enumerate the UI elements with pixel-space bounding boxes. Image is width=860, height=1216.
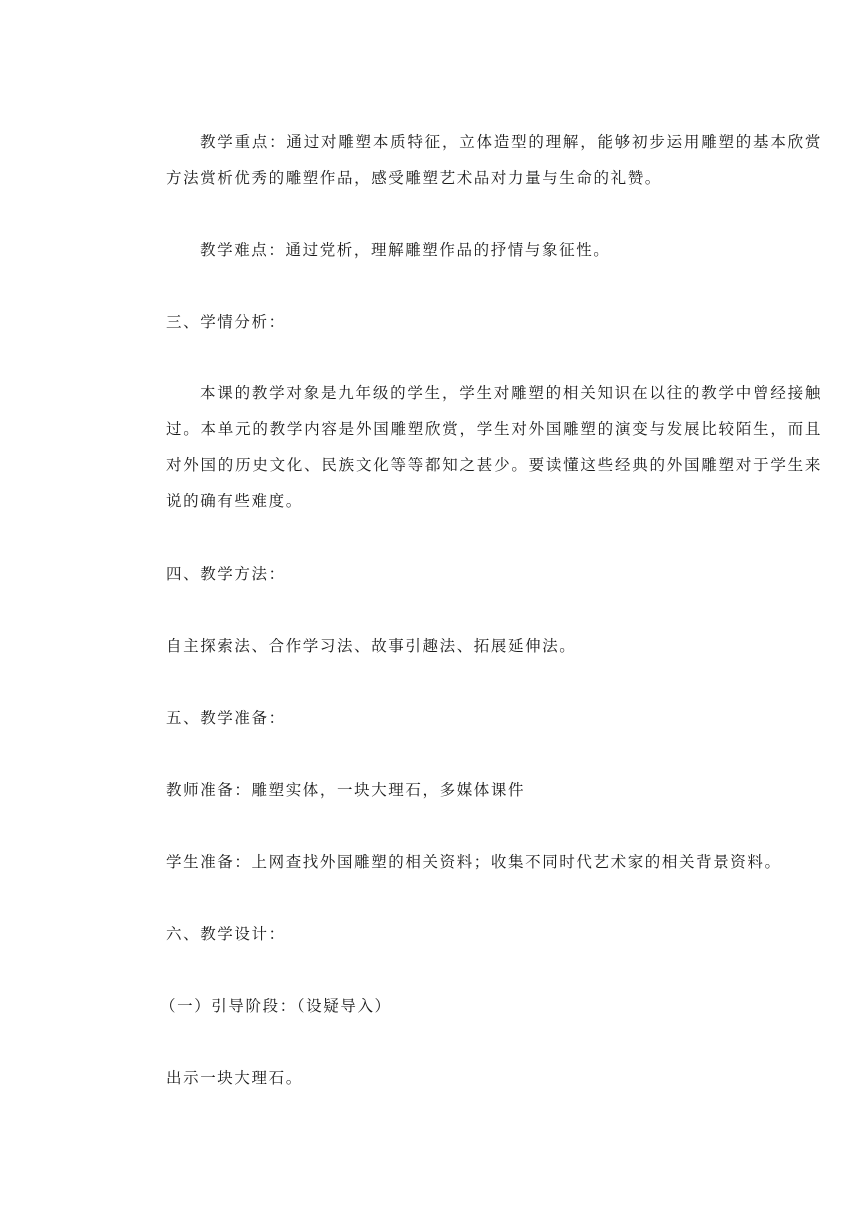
stage-heading-introduction: （一）引导阶段：（设疑导入） — [160, 997, 392, 1015]
section-heading-learning-analysis: 三、学情分析： — [166, 313, 286, 331]
student-preparation-paragraph: 学生准备：上网查找外国雕塑的相关资料；收集不同时代艺术家的相关背景资料。 — [166, 853, 782, 871]
difficulty-paragraph: 教学难点：通过党析，理解雕塑作品的抒情与象征性。 — [200, 241, 611, 259]
teacher-preparation-paragraph: 教师准备：雕塑实体，一块大理石，多媒体课件 — [166, 781, 526, 799]
key-points-paragraph: 教学重点：通过对雕塑本质特征，立体造型的理解，能够初步运用雕塑的基本欣赏方法赏析优秀的雕塑作品，感受雕塑艺术品对力量与生命的礼赞。 — [166, 133, 822, 187]
stage-introduction-paragraph: 出示一块大理石。 — [166, 1069, 303, 1087]
teaching-methods-paragraph: 自主探索法、合作学习法、故事引趣法、拓展延伸法。 — [166, 637, 577, 655]
section-heading-teaching-design: 六、教学设计： — [166, 925, 286, 943]
section-heading-preparation: 五、教学准备： — [166, 709, 286, 727]
section-heading-teaching-methods: 四、教学方法： — [166, 565, 286, 583]
learning-analysis-paragraph: 本课的教学对象是九年级的学生，学生对雕塑的相关知识在以往的教学中曾经接触过。本单元的教学内容是外国雕塑欣赏，学生对外国雕塑的演变与发展比较陌生，而且对外国的历史文化、民族文化等等都知之甚少。要读懂这些经典的外国雕塑对于学生来说的确有些难度。 — [166, 384, 822, 510]
